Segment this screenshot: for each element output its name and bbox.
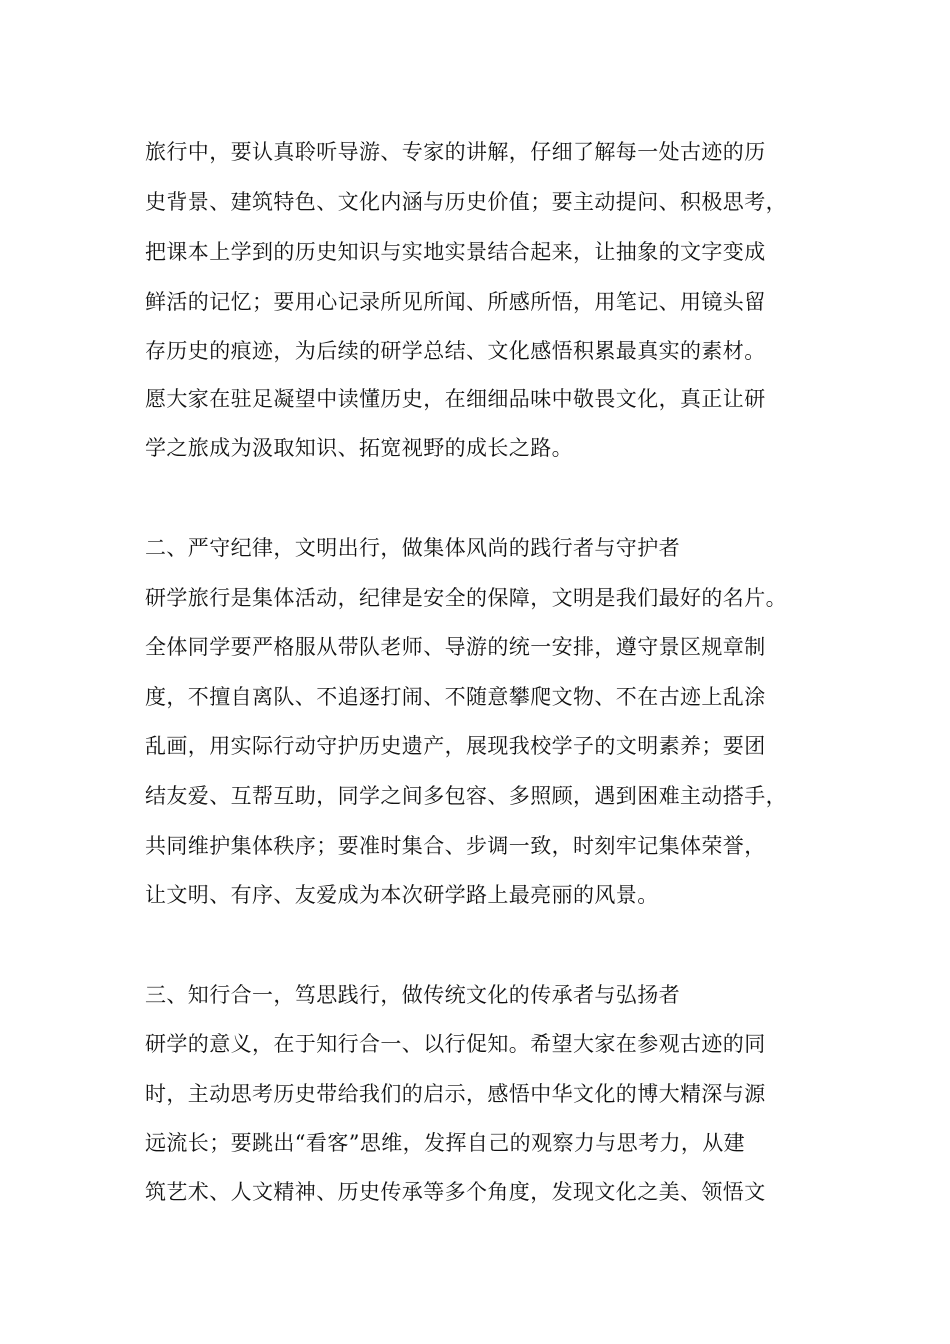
text-line: 筑艺术、人文精神、历史传承等多个角度，发现文化之美、领悟文 bbox=[145, 1180, 766, 1204]
text-line: 度，不擅自离队、不追逐打闹、不随意攀爬文物、不在古迹上乱涂 bbox=[145, 685, 766, 709]
text-line: 史背景、建筑特色、文化内涵与历史价值；要主动提问、积极思考， bbox=[145, 190, 787, 214]
text-line: 让文明、有序、友爱成为本次研学路上最亮丽的风景。 bbox=[145, 883, 659, 907]
text-line: 乱画，用实际行动守护历史遗产，展现我校学子的文明素养；要团 bbox=[145, 734, 766, 758]
text-line: 研学的意义，在于知行合一、以行促知。希望大家在参观古迹的同 bbox=[145, 1032, 766, 1056]
section-heading: 三、知行合一，笃思践行，做传统文化的传承者与弘扬者 bbox=[145, 983, 680, 1007]
text-line: 旅行中，要认真聆听导游、专家的讲解，仔细了解每一处古迹的历 bbox=[145, 140, 766, 164]
text-line: 鲜活的记忆；要用心记录所见所闻、所感所悟，用笔记、用镜头留 bbox=[145, 290, 766, 314]
text-line: 结友爱、互帮互助，同学之间多包容、多照顾，遇到困难主动搭手， bbox=[145, 784, 787, 808]
text-line: 愿大家在驻足凝望中读懂历史，在细细品味中敬畏文化，真正让研 bbox=[145, 387, 766, 411]
text-line: 共同维护集体秩序；要准时集合、步调一致，时刻牢记集体荣誉， bbox=[145, 834, 766, 858]
text-line: 存历史的痕迹，为后续的研学总结、文化感悟积累最真实的素材。 bbox=[145, 339, 766, 363]
text-line: 学之旅成为汲取知识、拓宽视野的成长之路。 bbox=[145, 436, 573, 460]
text-line: 远流长；要跳出“看客”思维，发挥自己的观察力与思考力，从建 bbox=[145, 1131, 746, 1155]
text-line: 把课本上学到的历史知识与实地实景结合起来，让抽象的文字变成 bbox=[145, 240, 766, 264]
text-line: 时，主动思考历史带给我们的启示，感悟中华文化的博大精深与源 bbox=[145, 1082, 766, 1106]
text-line: 全体同学要严格服从带队老师、导游的统一安排，遵守景区规章制 bbox=[145, 635, 766, 659]
section-heading: 二、严守纪律，文明出行，做集体风尚的践行者与守护者 bbox=[145, 536, 680, 560]
text-line: 研学旅行是集体活动，纪律是安全的保障，文明是我们最好的名片。 bbox=[145, 586, 787, 610]
